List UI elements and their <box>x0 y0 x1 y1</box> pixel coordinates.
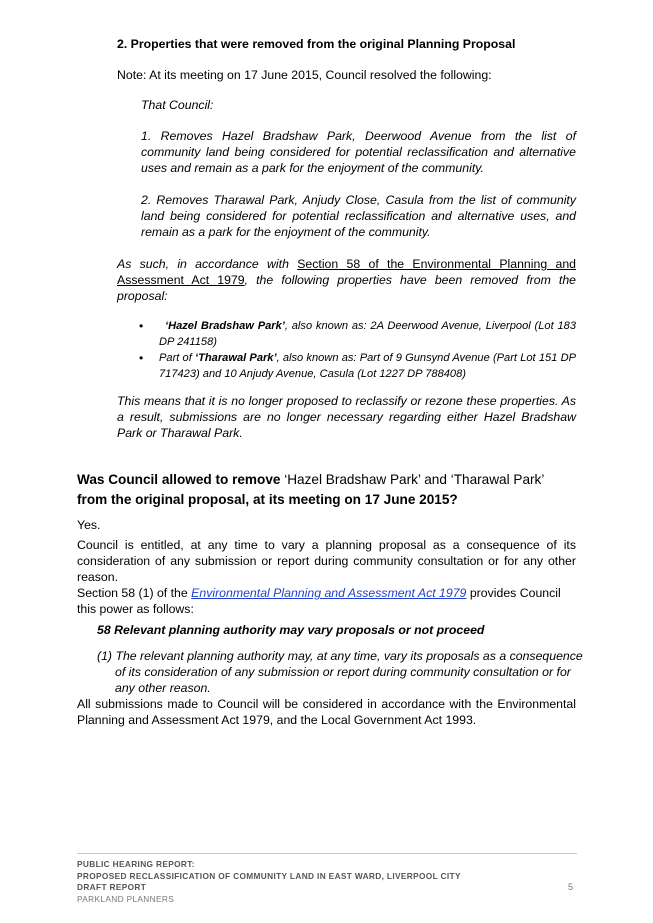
as-such-prefix: As such, in accordance with <box>117 257 298 271</box>
note-text: Note: At its meeting on 17 June 2015, Council resolved the following: <box>117 68 492 82</box>
property-name: ‘Tharawal Park’ <box>195 352 277 364</box>
as-such-paragraph <box>117 256 576 304</box>
quote-body: (1) The relevant planning authority may, at any time, vary its proposals as a consequence of its consideration of any submission or report during community consultation or for any other reason. <box>97 649 583 695</box>
footer-line-3: DRAFT REPORT <box>77 882 147 892</box>
footer-line-2: PROPOSED RECLASSIFICATION OF COMMUNITY LAND IN EAST WARD, LIVERPOOL CITY <box>77 870 461 881</box>
list-item: • ‘Hazel Bradshaw Park’, also known as: 2A Deerwood Avenue, Liverpool (Lot 183 DP 241158) <box>137 318 576 350</box>
conclusion-paragraph: This means that it is no longer proposed to reclassify or rezone these properties. As a result, submissions are no longer necessary regarding either Hazel Bradshaw Park or Tharawal Park. <box>117 394 576 440</box>
section-58-link[interactable]: Section 58 of the Environmental Planning and Assessment Act 1979 <box>117 257 576 287</box>
resolution-item-1: 1. Removes Hazel Bradshaw Park, Deerwood Avenue from the list of community land being considered for potential reclassification and alternative uses and remain as a park for the enjoyment of the community. <box>141 129 576 175</box>
entitled-paragraph: Council is entitled, at any time to vary a planning proposal as a consequence of its consideration of any submission or report during community consultation or for any other reason. <box>77 538 576 584</box>
resolution-intro: That Council: <box>141 98 214 112</box>
section-58-paragraph: Section 58 (1) of the Environmental Planning and Assessment Act 1979 provides Council this power as follows: <box>77 586 561 616</box>
footer-line-4: PARKLAND PLANNERS <box>77 893 175 904</box>
closing-paragraph: All submissions made to Council will be considered in accordance with the Environmental Planning and Assessment Act 1979, and the Local Government Act 1993. <box>77 697 576 727</box>
resolution-item-2: 2. Removes Tharawal Park, Anjudy Close, Casula from the list of community land being considered for potential reclassification and alternative uses, and remain as a park for the enjoyment of the community. <box>141 193 576 239</box>
page-number: 5 <box>568 882 574 892</box>
list-item: • Part of ‘Tharawal Park’, also known as: Part of 9 Gunsynd Avenue (Part Lot 151 DP 717423) and 10 Anjudy Avenue, Casula (Lot 1227 DP 788408) <box>137 350 576 382</box>
footer-divider <box>77 853 577 854</box>
act-link[interactable]: Environmental Planning and Assessment Act 1979 <box>191 586 467 600</box>
property-name: ‘Hazel Bradshaw Park’ <box>165 320 285 332</box>
question-heading: Was Council allowed to remove ‘Hazel Bradshaw Park’ and ‘Tharawal Park’ from the original proposal, at its meeting on 17 June 2015? <box>77 472 545 507</box>
as-such-suffix: , the following properties have been removed from the proposal: <box>117 273 576 303</box>
quote-heading: 58 Relevant planning authority may vary proposals or not proceed <box>97 623 485 637</box>
answer-text: Yes. <box>77 518 101 532</box>
footer <box>77 859 461 905</box>
section-title: 2. Properties that were removed from the original Planning Proposal <box>117 37 516 51</box>
removed-properties-list <box>137 318 576 382</box>
footer-line-1: PUBLIC HEARING REPORT: <box>77 859 195 869</box>
